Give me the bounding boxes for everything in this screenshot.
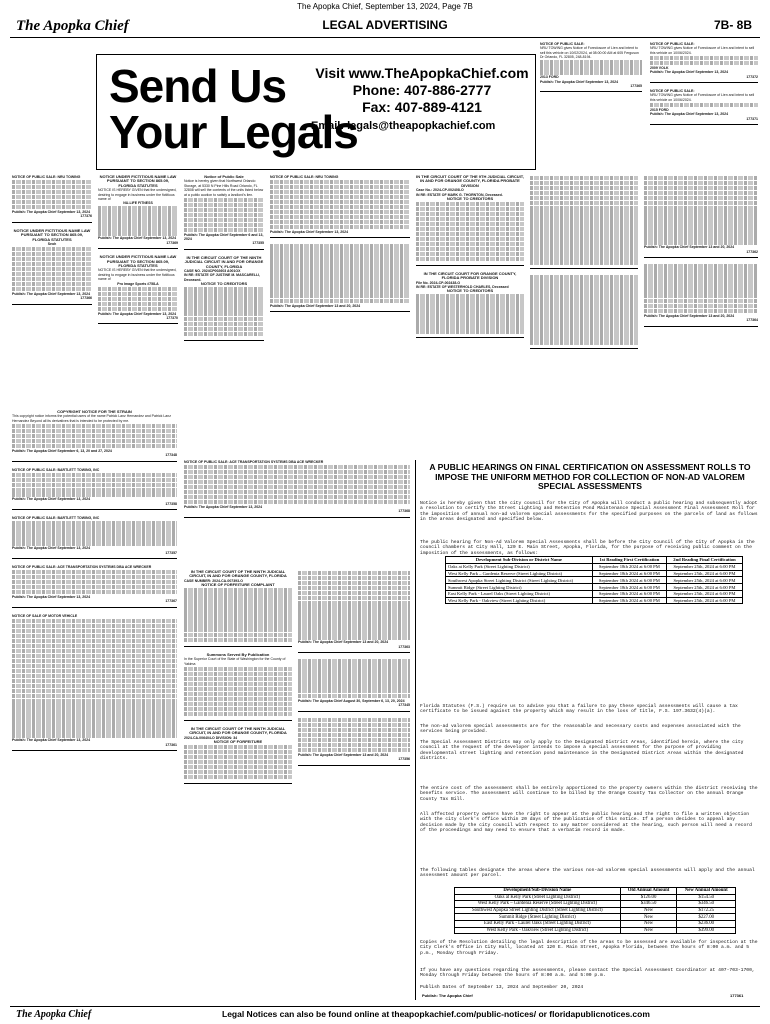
- notice-id: 177366: [80, 296, 92, 301]
- notice-vehicle: 2013 FORD: [540, 75, 559, 80]
- notice-title: IN THE CIRCUIT COURT FOR ORANGE COUNTY, FLORIDA PROBATE DIVISION: [423, 270, 517, 281]
- notice-title: IN THE CIRCUIT COURT OF THE NINTH JUDICIAL CIRCUIT, IN AND FOR ORANGE COUNTY, FLORIDA: [189, 570, 287, 579]
- schedule-first-reading: September 18th 2024 at 6:00 PM: [592, 597, 666, 604]
- notice-name: Seoh: [47, 241, 57, 246]
- notice-publish: Publish: The Apopka Chief September 13, 2024: [98, 236, 177, 241]
- notice-title: NOTICE OF PUBLIC SALE:: [650, 42, 695, 46]
- assessment-new: $346.50: [677, 901, 736, 908]
- notice-publish: Publish: The Apopka Chief September 13, 2024: [650, 112, 729, 117]
- assessment-new: $227.00: [677, 914, 736, 921]
- notice-publish: Publish: The Apopka Chief September 13, 2024: [270, 229, 349, 234]
- notice-estate: IN RE: ESTATE OF MARK G. THORNTON, Deceased.: [416, 192, 503, 197]
- notice-summons: [184, 653, 292, 721]
- assessment-old: New: [620, 907, 677, 914]
- column-6: [530, 175, 638, 455]
- schedule-final-reading: September 25th, 2024 at 6:00 PM: [666, 570, 742, 577]
- notice-publish: Publish: The Apopka Chief September 6 and 13, 2024: [184, 232, 264, 241]
- notice-publish: Publish: The Apopka Chief September 13 and 20, 2024: [298, 640, 389, 645]
- notice-id: 177357: [165, 550, 177, 555]
- notice-id: 177345: [398, 703, 410, 708]
- schedule-header-first: 1st Reading First Certification: [592, 557, 666, 564]
- notice-forfeiture-1: [184, 570, 292, 647]
- notice-id: 177358: [165, 501, 177, 506]
- notice-heading: NOTICE TO CREDITORS: [446, 196, 494, 202]
- notice-publish: Publish: The Apopka Chief September 13, 2024: [12, 291, 91, 296]
- notice-publish: Publish: The Apopka Chief September 13, 2024: [98, 311, 177, 316]
- notice-body: NRU TOWING gives Notice of Foreclosure of Lien and intent to sell this vehicle on 10/06/2024.: [650, 93, 755, 102]
- notice-title: NOTICE OF SALE OF MOTOR VEHICLE: [12, 613, 78, 618]
- column-1: [12, 175, 92, 405]
- schedule-first-reading: September 18th 2024 at 6:00 PM: [592, 584, 666, 591]
- table-row: [455, 920, 736, 927]
- notice-publish: Publish: The Apopka Chief September 13, 2024: [12, 738, 91, 743]
- notice-publish: Publish: The Apopka Chief September 13, 2024: [540, 79, 619, 84]
- notice-public-sale-1: [540, 42, 642, 92]
- notice-publish: Publish: The Apopka Chief September 13, 2024: [12, 209, 91, 214]
- masthead: [10, 14, 760, 38]
- notice-title: NOTICE OF PUBLIC SALE: NRU TOWING: [12, 175, 81, 179]
- footer-online-notice: Legal Notices can also be found online at theapopkachief.com/public-notices/ or floridapublicnotices.com: [222, 1009, 650, 1019]
- public-hearing-published: Publish Dates of September 13, 2024 and September 20, 2024: [420, 985, 584, 990]
- notice-case: File No. 2024-CP-002438-O: [416, 280, 461, 285]
- assessment-new: $154.50: [677, 894, 736, 901]
- public-hearing-publish-line: Publish: The Apopka Chief: [422, 993, 473, 998]
- notice-sale-nru: [270, 175, 410, 238]
- paper-name: The Apopka Chief: [16, 18, 129, 34]
- schedule-first-reading: September 18th 2024 at 6:00 PM: [592, 590, 666, 597]
- notice-probate-3-end: [644, 264, 758, 327]
- footer-bar: [10, 1006, 760, 1020]
- notice-title: Notice of Public Sale: [204, 175, 244, 179]
- notice-body: Notice is hereby given that Northwest Orlando Storage, at 5330 N Pine Hills Road Orlando, FL 32808 will sell the contents of the units listed below at a public auction to satisfy a landlord's lien.: [184, 179, 264, 197]
- notice-publish: Publish: The Apopka Chief September 13, 2024: [12, 497, 91, 502]
- page-label: 7B- 8B: [713, 18, 752, 32]
- public-hearing-para-4: The following tables designate the areas where the various non-ad valorem special assessments will apply and the annual assessment amount per parcel.: [420, 868, 755, 879]
- public-hearing-para-1: The Special Assessment Districts may only apply to the Designated District Areas, identified herein, where the city council at the request of the developer intends to impose a special assessment for the purpose of providing developmental street lighting and retention pond maintenance in the Designated District Areas within the designated districts.: [420, 740, 744, 761]
- notice-summons-cont: [298, 659, 410, 712]
- ad-headline-line-1: Send Us: [109, 60, 287, 112]
- table-row: [455, 894, 736, 901]
- notice-public-sale-2: [650, 42, 758, 83]
- table-row: [446, 577, 743, 584]
- notice-id: 177368: [398, 509, 410, 514]
- table-row: [446, 563, 743, 570]
- schedule-district: Summit Ridge (Street Lighting District): [446, 584, 593, 591]
- assessment-name: Summit Ridge (Street Lighting District): [455, 914, 621, 921]
- notice-case: 2024-CA-006404-O DIVISION: 34: [184, 735, 238, 740]
- notice-publish: Publish: The Apopka Chief September 13 and 20, 2024: [270, 304, 361, 309]
- notice-body: NRU TOWING gives Notice of Foreclosure of Lien and intent to sell this vehicle on 10/02/2024, at 08:00:00 AM at 605 Ferguson Dr Orlando, FL 32805, 248-8194.: [540, 46, 639, 60]
- schedule-final-reading: September 25th, 2024 at 6:00 PM: [666, 597, 742, 604]
- page-dateline: The Apopka Chief, September 13, 2024, Page 7B: [297, 2, 473, 11]
- notice-title: NOTICE OF PUBLIC SALE: NRU TOWING: [270, 175, 339, 179]
- notice-publish: Publish: The Apopka Chief September 13, 2024: [184, 504, 263, 509]
- notice-title: NOTICE OF PUBLIC SALE: ACE TRANSPORTATION SYSTEMS DBA ACE WRECKER: [12, 565, 152, 570]
- notice-id: 177372: [746, 74, 758, 79]
- notice-wrecker-2: [12, 565, 177, 608]
- assessment-name: East Kelly Park - Laurel Oaks (Street Lighting District): [455, 920, 621, 927]
- schedule-district: East Kelly Park - Laurel Oaks (Street Lighting District): [446, 590, 593, 597]
- column-7: [644, 175, 758, 455]
- notice-id: 177361: [165, 742, 177, 747]
- assessment-old: $126.00: [620, 894, 677, 901]
- assessment-name: Oaks at Kelly Park (Street Lighting District): [455, 894, 621, 901]
- column-2: [98, 175, 178, 405]
- ad-website[interactable]: Visit www.TheApopkaChief.com: [315, 65, 529, 81]
- notice-title: NOTICE OF PUBLIC SALE:: [650, 89, 695, 93]
- schedule-header-district: Development Sub-Division or District Name: [446, 557, 593, 564]
- notice-probate-1-cont: [530, 176, 638, 270]
- footer-paper-name: The Apopka Chief: [16, 1009, 92, 1020]
- notice-probate-3: [416, 272, 524, 339]
- notice-title: COPYRIGHT NOTICE FOR THE STRAIN: [57, 410, 132, 414]
- notice-probate-2: [184, 256, 264, 341]
- notice-heading: NOTICE TO CREDITORS: [200, 281, 248, 287]
- notice-publish: Publish: The Apopka Chief September 13, 2024: [12, 546, 91, 551]
- schedule-final-reading: September 25th, 2024 at 6:00 PM: [666, 577, 742, 584]
- assessment-new: $236.00: [677, 920, 736, 927]
- column-divider: [415, 460, 416, 1000]
- notice-body: NOTICE IS HEREBY GIVEN that the undersigned, desiring to engage in business under the fictitious name of: [98, 188, 177, 202]
- notice-copyright: [12, 410, 177, 462]
- notice-estate: IN RE: ESTATE OF WESTERHOLD CHARLES, Deceased: [416, 285, 509, 290]
- ad-contact-info: [311, 65, 533, 135]
- ad-fax: Fax: 407-889-4121: [362, 99, 482, 115]
- table-row: [446, 584, 743, 591]
- assessment-old: New: [620, 914, 677, 921]
- notice-title: NOTICE OF PUBLIC SALE: BARTLETT TOWING, INC: [12, 467, 100, 472]
- notice-case: CASE NUMBER: 2024-CA-007393-O: [184, 578, 243, 583]
- public-hearing-schedule-intro: The public hearing for Non-Ad Valorem Special Assessments shall be before the City Council of the City of Apopka in the council chambers at City Hall, 120 E. Main Street, Apopka, Florida, for the purpose of receiving public comment on the imposition of the assessments, as follows:: [420, 540, 755, 556]
- table-row: [446, 570, 743, 577]
- notice-public-sale-a1: [12, 175, 92, 223]
- assessment-name: Southwest Apopka Street Lighting District (Street Lighting District): [455, 907, 621, 914]
- notice-title: NOTICE UNDER FICTITIOUS NAME LAW PURSUANT TO SECTION 865.09, FLORIDA STATUTES: [13, 227, 91, 242]
- schedule-district: Oaks at Kelly Park (Street Lighting District): [446, 563, 593, 570]
- notice-case: CASE NO. 2024CP002603 A001OX: [184, 268, 241, 273]
- assessment-header-name: Development/Sub-Division Name: [455, 888, 621, 895]
- notice-id: 177376: [80, 214, 92, 219]
- assessment-new: $172.25: [677, 907, 736, 914]
- notice-fictitious-3: [12, 229, 92, 305]
- table-row: [455, 927, 736, 934]
- notice-publish: Publish: The Apopka Chief August 30, September 6, 13, 20, 2024: [298, 699, 405, 704]
- assessment-header-old: Old Annual Amount: [620, 888, 677, 895]
- notice-title: NOTICE OF PUBLIC SALE:: [540, 42, 585, 46]
- notice-publish: Publish: The Apopka Chief September 13 and 20, 2024: [298, 752, 389, 757]
- public-hearing-title: A PUBLIC HEARINGS ON FINAL CERTIFICATION ON ASSESSMENT ROLLS TO IMPOSE THE UNIFORM METHOD FOR COLLECTION OF NON-AD VALOREM SPECIAL ASSESSMENTS: [429, 462, 751, 491]
- notice-forfeiture-1-cont: [298, 571, 410, 654]
- assessment-table: [454, 887, 736, 934]
- notice-id: 177371: [746, 116, 758, 121]
- notice-vehicle: 2009 VOLK: [650, 65, 669, 70]
- schedule-district: Southwest Apopka Street Lighting District (Street Lighting District): [446, 577, 593, 584]
- notice-heading: NOTICE OF FORFEITURE: [213, 738, 263, 744]
- table-row: [455, 901, 736, 908]
- notice-id: 177355: [252, 241, 264, 246]
- notice-forfeiture-2-cont: [298, 718, 410, 766]
- notice-id: 177367: [165, 599, 177, 604]
- ad-phone: Phone: 407-886-2777: [352, 82, 492, 98]
- assessment-header-new: New Annual Amount: [677, 888, 736, 895]
- notice-bartlett-1: [12, 468, 177, 511]
- assessment-old: $346.50: [620, 901, 677, 908]
- schedule-first-reading: September 18th 2024 at 6:00 PM: [592, 563, 666, 570]
- schedule-first-reading: September 18th 2024 at 6:00 PM: [592, 577, 666, 584]
- column-right-a: [540, 42, 642, 162]
- notice-probate-3-cont: [530, 275, 638, 349]
- notice-probate-2-cont: [270, 244, 410, 312]
- public-hearing-statute: Florida Statutes (F.S.) require us to advise you that a failure to pay these special assessments will cause a tax certificate to be issued against the property which may result in the loss of title, F.S. 197.3632(4)(a).: [420, 704, 738, 715]
- table-row: [446, 597, 743, 604]
- table-row: [455, 907, 736, 914]
- section-title: LEGAL ADVERTISING: [322, 18, 448, 32]
- column-5: [416, 175, 524, 455]
- column-3: [184, 175, 264, 405]
- public-hearing-intro: Notice is hereby given that the city council for the City of Apopka will conduct a public hearing and subsequently adopt a resolution to certify the Street Lighting and Retention Pond Maintenance Special Assessment Final Assessment Roll for the imposition of annual non-ad valorem special assessments for the specified purposes on the parcels of land as follows in the areas designated and specified below.: [420, 501, 758, 522]
- notice-probate-1: [416, 175, 524, 266]
- notice-probate-1-end: [644, 176, 758, 259]
- notice-fictitious-1: [98, 175, 178, 249]
- notice-title: IN THE CIRCUIT COURT OF THE NINTH JUDICIAL CIRCUIT IN AND FOR ORANGE COUNTY, FLORIDA: [184, 254, 264, 269]
- notice-id: 177348: [165, 453, 177, 458]
- notice-title: NOTICE UNDER FICTITIOUS NAME LAW PURSUANT TO SECTION 865.09, FLORIDA STATUTES: [99, 254, 177, 268]
- schedule-final-reading: September 25th, 2024 at 6:00 PM: [666, 584, 742, 591]
- notice-id: 177362: [746, 249, 758, 254]
- schedule-final-reading: September 25th, 2024 at 6:00 PM: [666, 590, 742, 597]
- notice-fictitious-2: [98, 255, 178, 324]
- notice-motor-vehicles: [12, 614, 177, 751]
- column-court-b: [298, 570, 410, 1000]
- assessment-old: New: [620, 927, 677, 934]
- notice-id: 177365: [630, 83, 642, 88]
- notice-heading: NOTICE OF FORFEITURE COMPLAINT: [201, 582, 275, 588]
- notice-wrecker-1: [184, 460, 410, 518]
- public-hearing-closing-1: Copies of the Resolution detailing the legal description of the areas to be assessed are available for inspection at the City Clerk's Office in City Hall, located at 120 E. Main Street, Apopka Florida, between the hours of 8:00 a.m. and 5 p.m., Monday through Friday.: [420, 940, 758, 956]
- notice-heading: NOTICE TO CREDITORS: [446, 288, 494, 294]
- notice-body: In the Superior Court of the State of Washington for the County of Yakima: [184, 657, 286, 666]
- notice-body: NOTICE IS HEREBY GIVEN that the undersigned, desiring to engage in business under the fictitious name of: [98, 268, 177, 282]
- schedule-header-final: 2nd Reading Final Certification: [666, 557, 742, 564]
- notice-name: Pro Image Sports #758-A: [117, 281, 159, 286]
- notice-title: NOTICE UNDER FICTITIOUS NAME LAW PURSUANT TO SECTION 865.09, FLORIDA STATUTES: [99, 175, 177, 188]
- notice-id: 177364: [746, 318, 758, 323]
- notice-public-sale-3: [650, 89, 758, 125]
- public-hearing-para-3: All affected property owners have the right to appear at the public hearing and the right to file a written objection with the city clerk's office within 20 days of the publication of this notice. If a person decides to appeal any decision made by the city council with respect to any matter considered at the hearing, such person will need a record of the proceedings and may need to ensure that a verbatim record is made.: [420, 812, 752, 833]
- ad-email[interactable]: Email: legals@theapopkachief.com: [311, 120, 496, 132]
- assessment-name: West Kelly Park – Gardenia Reserve (Street Lighting District): [455, 901, 621, 908]
- notice-title: NOTICE OF PUBLIC SALE: BARTLETT TOWING, INC: [12, 516, 100, 521]
- notice-case: Case No.: 2024-CP-002408-O: [416, 188, 464, 193]
- notice-name: NU-LIFE FITNESS: [123, 201, 153, 206]
- notice-body: NRU TOWING gives Notice of Foreclosure of Lien and intent to sell this vehicle on 10/06/2024.: [650, 46, 755, 55]
- public-hearing-id: 177361: [730, 993, 744, 998]
- notice-title: IN THE CIRCUIT COURT OF THE 9TH JUDICIAL CIRCUIT, IN AND FOR ORANGE COUNTY, FLORIDA PROBATE DIVISION: [416, 175, 524, 188]
- notice-vehicle: 2015 FORD: [650, 107, 669, 112]
- assessment-new: $399.00: [677, 927, 736, 934]
- schedule-district: West Kelly Park – Gardenia Reserve (Street Lighting District): [446, 570, 593, 577]
- schedule-first-reading: September 18th 2024 at 6:00 PM: [592, 570, 666, 577]
- column-court-a: [184, 570, 292, 1000]
- notice-publish: Publish: The Apopka Chief September 13 and 20, 2024: [644, 245, 735, 250]
- schedule-final-reading: September 25th, 2024 at 6:00 PM: [666, 563, 742, 570]
- notice-storage-sale: [184, 175, 264, 250]
- column-right-b: [650, 42, 758, 162]
- notice-publish: Publish: The Apopka Chief September 13, 2024: [12, 594, 91, 599]
- column-4: [270, 175, 410, 405]
- notice-publish: Publish: The Apopka Chief September 13 and 20, 2024: [644, 314, 735, 319]
- notice-estate: IN RE: ESTATE OF JUSTINE M. MASCARELLI, Deceased.: [184, 273, 261, 282]
- notice-publish: Publish: The Apopka Chief September 13, 2024: [650, 70, 729, 75]
- notice-id: 177356: [398, 757, 410, 762]
- schedule-district: West Kelly Park - Oakview (Street Lighting District): [446, 597, 593, 604]
- notice-title: Summons Served By Publication: [206, 652, 270, 658]
- notice-id: 177369: [166, 240, 178, 245]
- assessment-old: New: [620, 920, 677, 927]
- public-hearing-para-2: The entire cost of the assessment shall be entirely apportioned to the property owners within the district receiving the benefits service. The assessment will continue to be billed by the Orange County Tax Collector on the annual Orange County Tax Bill.: [420, 786, 758, 802]
- table-row: [455, 914, 736, 921]
- notice-id: 177363: [398, 644, 410, 649]
- column-wrecker-1: [184, 460, 410, 560]
- table-row: [446, 590, 743, 597]
- public-hearing-rates: The non-ad valorem special assessments are for the reasonable and necessary costs and expenses associated with the services being provided.: [420, 724, 741, 735]
- ad-headline-line-2: Your Legals: [109, 106, 358, 158]
- public-hearing-closing-2: If you have any questions regarding the assessments, please contact the Special Assessment Coordinator at 407-703-1700, Monday through Friday between the hours of 8:00 a.m. and 5:00 p.m.: [420, 968, 755, 979]
- hearing-schedule-table: [445, 556, 743, 604]
- notice-title: IN THE CIRCUIT COURT OF THE NINTH JUDICIAL CIRCUIT, IN AND FOR ORANGE COUNTY, FLORIDA: [189, 725, 287, 736]
- notice-id: 177370: [166, 315, 178, 320]
- notice-title: NOTICE OF PUBLIC SALE: ACE TRANSPORTATION SYSTEMS DBA ACE WRECKER: [184, 460, 324, 464]
- column-lower-left: [12, 410, 177, 1000]
- notice-publish: Publish: The Apopka Chief September 6, 13, 20 and 27, 2024: [12, 448, 112, 453]
- assessment-name: West Kelly Park - Oakview (Street Lighting District): [455, 927, 621, 934]
- notice-bartlett-2: [12, 516, 177, 559]
- notice-body: This copyright notice informs the potential users of the name Patrick Lanz Hernandez and Patrick Lanz Hernandez Beyond all its derivatives that is intended to be protected by me.: [12, 414, 171, 423]
- notice-forfeiture-2: [184, 727, 292, 784]
- send-legals-ad: [96, 54, 536, 170]
